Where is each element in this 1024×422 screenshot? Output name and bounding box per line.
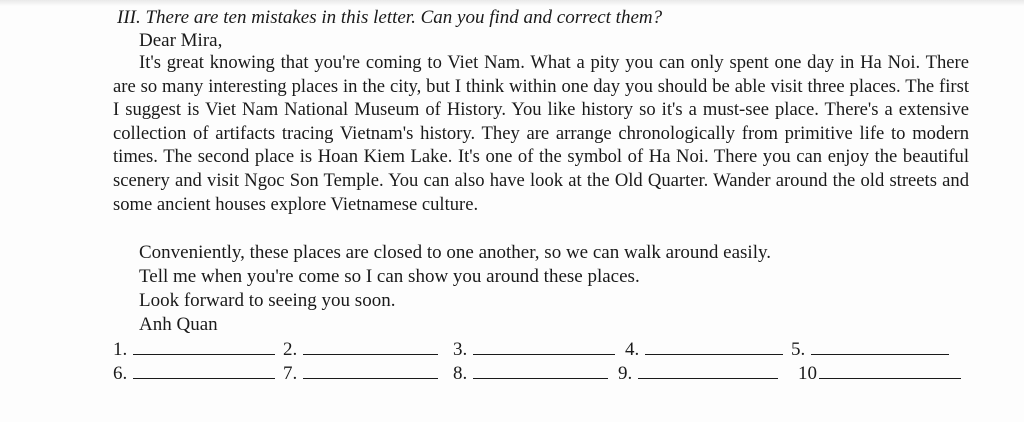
answer-slot-2[interactable]: [283, 338, 438, 362]
answer-blank[interactable]: [133, 338, 275, 355]
answer-slot-8[interactable]: [453, 362, 608, 386]
answer-blank[interactable]: [303, 338, 438, 355]
answer-blank[interactable]: [303, 362, 438, 379]
answer-number: 8.: [453, 363, 468, 384]
answer-blank[interactable]: [473, 362, 608, 379]
answer-slot-9[interactable]: [618, 362, 778, 386]
answer-slot-5[interactable]: [791, 338, 949, 362]
letter-signature: Anh Quan: [139, 314, 218, 335]
answer-slot-4[interactable]: [625, 338, 783, 362]
answer-number: 7.: [283, 363, 298, 384]
answer-section: [113, 338, 973, 386]
letter-line-tell: Tell me when you're come so I can show you around these places.: [139, 266, 640, 287]
exercise-title: III. There are ten mistakes in this letter. Can you find and correct them?: [117, 7, 663, 28]
answer-slot-1[interactable]: [113, 338, 275, 362]
answer-row: [113, 338, 973, 362]
answer-number: 1.: [113, 339, 128, 360]
answer-blank[interactable]: [473, 338, 615, 355]
answer-number: 4.: [625, 339, 640, 360]
answer-slot-7[interactable]: [283, 362, 438, 386]
answer-blank[interactable]: [819, 362, 961, 379]
letter-line-convenient: Conveniently, these places are closed to one another, so we can walk around easily.: [139, 242, 772, 263]
answer-blank[interactable]: [645, 338, 783, 355]
answer-number: 10: [798, 363, 817, 384]
answer-number: 3.: [453, 339, 468, 360]
letter-line-closing: Look forward to seeing you soon.: [139, 290, 396, 311]
answer-blank[interactable]: [811, 338, 949, 355]
answer-slot-3[interactable]: [453, 338, 615, 362]
answer-row: [113, 362, 973, 386]
answer-blank[interactable]: [133, 362, 275, 379]
answer-number: 9.: [618, 363, 633, 384]
letter-body: It's great knowing that you're coming to Viet Nam. What a pity you can only spent one day in Ha Noi. There are so many interesting places in the city, but I think within one day you should be able visit three places. The first I suggest is Viet Nam National Museum of History. You like history so it's a must-see place. There's a extensive collection of artifacts tracing Vietnam's history. They are arrange chronologically from primitive life to modern times. The second place is Hoan Kiem Lake. It's one of the symbol of Ha Noi. There you can enjoy the beautiful scenery and visit Ngoc Son Temple. You can also have look at the Old Quarter. Wander around the old streets and some ancient houses explore Vietnamese culture.: [113, 52, 969, 215]
answer-blank[interactable]: [638, 362, 778, 379]
answer-slot-10[interactable]: [798, 362, 961, 386]
answer-number: 2.: [283, 339, 298, 360]
answer-number: 5.: [791, 339, 806, 360]
letter-salutation: Dear Mira,: [139, 30, 223, 51]
answer-slot-6[interactable]: [113, 362, 275, 386]
answer-number: 6.: [113, 363, 128, 384]
